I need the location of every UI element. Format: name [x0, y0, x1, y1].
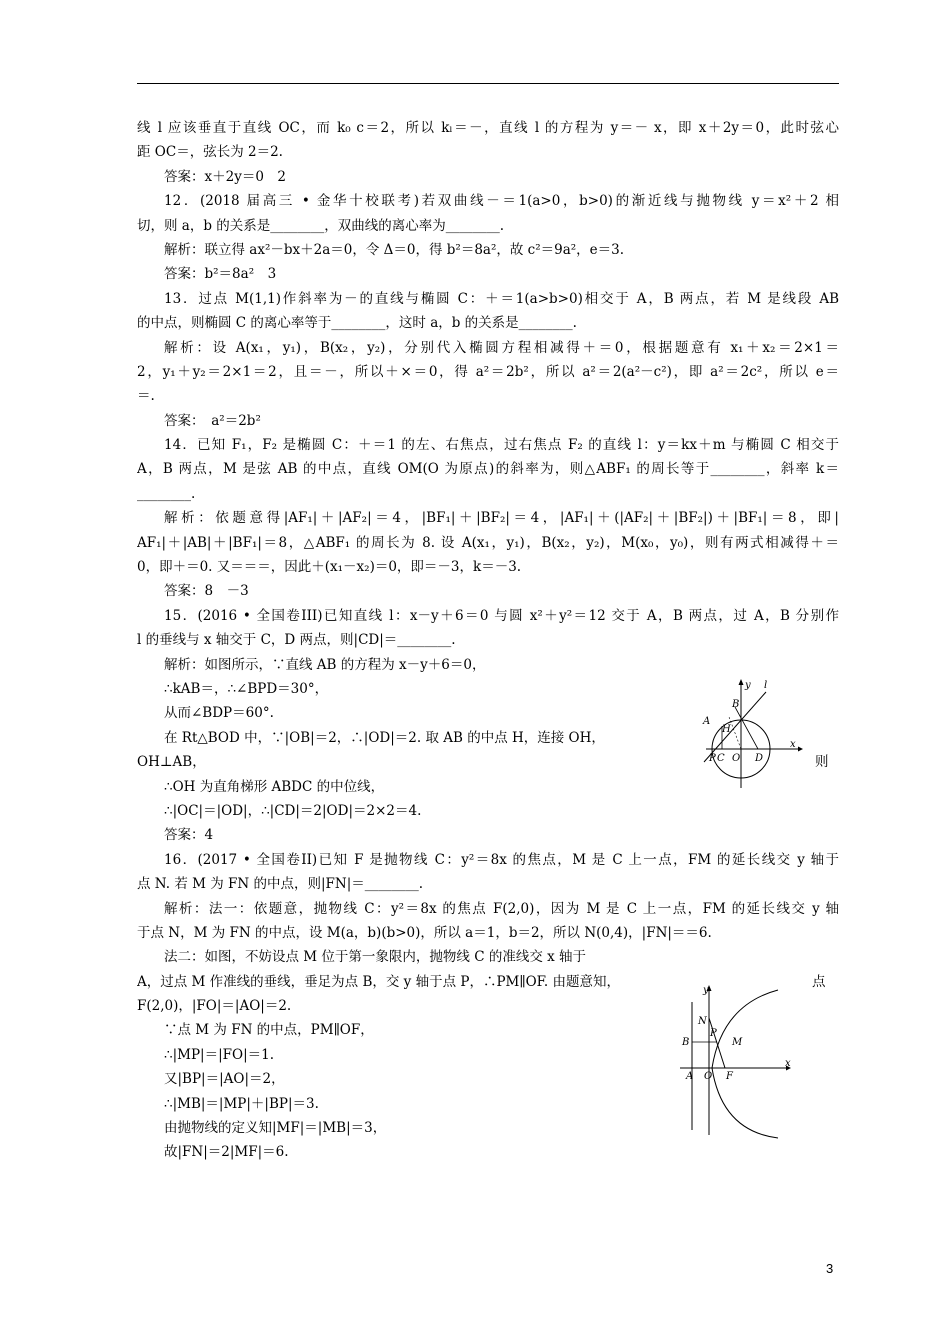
wrap-word-ze: 则 [815, 754, 829, 770]
problem-14: 14．已知 F₁，F₂ 是椭圆 C：＋＝1 的左、右焦点，过右焦点 F₂ 的直线 l：y＝kx＋m 与椭圆 C 相交于 [164, 437, 839, 454]
text-line: 从而∠BDP＝60°. [164, 705, 274, 722]
text-line: 距 OC＝，弦长为 2＝2. [137, 144, 283, 161]
solution-line: 解析：依题意得|AF₁|＋|AF₂|＝4，|BF₁|＋|BF₂|＝4，|AF₁|＋(|AF₂|＋|BF₂|)＋|BF₁|＝8，即| [164, 510, 839, 527]
problem-15: 15．(2016 • 全国卷III)已知直线 l：x－y＋6＝0 与圆 x²＋y²＝12 交于 A，B 两点，过 A，B 分别作 [164, 607, 839, 624]
text-line: 又|BP|＝|AO|＝2， [164, 1071, 285, 1088]
fig1-label: O [732, 753, 741, 764]
fig1-label: A [703, 716, 711, 727]
text-line: ∴|OC|＝|OD|，∴|CD|＝2|OD|＝2×2＝4. [164, 802, 422, 819]
problem-16: 16．(2017 • 全国卷II)已知 F 是抛物线 C：y²＝8x 的焦点，M 是 C 上一点，FM 的延长线交 y 轴于 [164, 851, 839, 868]
text-line: 故|FN|＝2|MF|＝6. [164, 1144, 289, 1161]
text-line: 于点 N，M 为 FN 的中点，设 M(a，b)(b>0)，所以 a＝1，b＝2，所以 N(0,4)，|FN|＝＝6. [137, 924, 712, 941]
fig2-label: y [703, 985, 709, 996]
text-line: 点 N. 若 M 为 FN 的中点，则|FN|＝________. [137, 876, 424, 893]
text-line: 由抛物线的定义知|MF|＝|MB|＝3， [164, 1120, 387, 1137]
fig1-label: B [732, 699, 740, 710]
solution-line: 解析：法一：依题意，抛物线 C：y²＝8x 的焦点 F(2,0)，因为 M 是 C 上一点，FM 的延长线交 y 轴 [164, 900, 839, 917]
text-line: OH⊥AB， [137, 754, 206, 771]
fig2-label: A [686, 1071, 694, 1082]
text-line: ＝. [137, 388, 155, 405]
solution-line: 解析：联立得 ax²－bx＋2a＝0，令 Δ＝0，得 b²＝8a²，故 c²＝9a²，e＝3. [164, 241, 625, 258]
answer-line: 答案：x＋2y＝0 2 [164, 168, 287, 185]
circle-line-figure [700, 674, 810, 792]
answer-line: 答案：4 [164, 827, 214, 844]
fig1-label: P [709, 753, 716, 764]
fig1-label: H [722, 724, 731, 735]
text-line: F(2,0)，|FO|＝|AO|＝2. [137, 998, 292, 1015]
text-line: AF₁|＋|AB|＋|BF₁|＝8，△ABF₁ 的周长为 8. 设 A(x₁，y₁)，B(x₂，y₂)，M(x₀，y₀)，则有两式相减得＋＝ [137, 534, 839, 551]
fig2-label: N [698, 1016, 707, 1027]
fig1-label: x [790, 739, 796, 750]
problem-13: 13．过点 M(1,1)作斜率为－的直线与椭圆 C：＋＝1(a>b>0)相交于 A，B 两点，若 M 是线段 AB [164, 290, 839, 307]
header-rule [137, 83, 839, 84]
text-line: l 的垂线与 x 轴交于 C，D 两点，则|CD|＝________. [137, 632, 456, 649]
fig2-label: M [732, 1037, 743, 1048]
fig2-label: F [726, 1071, 733, 1082]
solution-line: 解析：如图所示，∵直线 AB 的方程为 x－y＋6＝0， [164, 656, 486, 673]
fig1-label: l [764, 680, 768, 691]
text-line: ________. [137, 485, 196, 502]
text-line: 0，即＋＝0. 又＝＝＝，因此＋(x₁－x₂)＝0，即＝－3，k＝－3. [137, 559, 522, 576]
text-line: 切，则 a，b 的关系是________，双曲线的离心率为________. [137, 217, 505, 234]
text-line: 的中点，则椭圆 C 的离心率等于________，这时 a，b 的关系是________. [137, 315, 577, 332]
text-line: 法二：如图，不妨设点 M 位于第一象限内，抛物线 C 的准线交 x 轴于 [164, 949, 587, 966]
text-line: A，过点 M 作准线的垂线，垂足为点 B，交 y 轴于点 P，∴PM∥OF. 由题意知， [137, 973, 621, 990]
fig2-label: B [682, 1037, 690, 1048]
fig1-label: D [755, 753, 764, 764]
fig2-label: P [710, 1028, 717, 1039]
text-line: ∴|MB|＝|MP|＋|BP|＝3. [164, 1095, 319, 1112]
answer-line: 答案：b²＝8a² 3 [164, 266, 277, 283]
answer-line: 答案： a²＝2b² [164, 412, 261, 429]
text-line: 在 Rt△BOD 中，∵|OB|＝2，∴|OD|＝2. 取 AB 的中点 H，连接 OH， [164, 729, 605, 746]
wrap-word-dian: 点 [812, 974, 826, 990]
text-line: ∵点 M 为 FN 的中点，PM∥OF， [164, 1022, 374, 1039]
text-line: ∴kAB＝，∴∠BPD＝30°， [164, 680, 329, 697]
answer-line: 答案：8 －3 [164, 583, 249, 600]
parabola-figure [672, 980, 802, 1140]
text-line: 线 l 应该垂直于直线 OC，而 k₀ c＝2，所以 kₗ＝－，直线 l 的方程为 y＝－ x，即 x＋2y＝0，此时弦心 [137, 120, 839, 136]
fig2-label: O [704, 1071, 713, 1082]
fig1-label: C [717, 753, 725, 764]
text-line: A，B 两点，M 是弦 AB 的中点，直线 OM(O 为原点)的斜率为，则△ABF₁ 的周长等于________，斜率 k＝ [137, 461, 839, 478]
page-number: 3 [826, 1261, 834, 1276]
problem-12: 12．(2018 届高三 • 金华十校联考)若双曲线－＝1(a>0，b>0)的渐近线与抛物线 y＝x²＋2 相 [164, 193, 839, 210]
text-line: ∴OH 为直角梯形 ABDC 的中位线， [164, 778, 385, 795]
text-line: 2，y₁＋y₂＝2×1＝2，且＝－，所以＋×＝0，得 a²＝2b²，所以 a²＝2(a²－c²)，即 a²＝2c²，所以 e＝ [137, 363, 839, 380]
fig1-label: y [745, 680, 751, 691]
solution-line: 解析：设 A(x₁，y₁)，B(x₂，y₂)，分别代入椭圆方程相减得＋＝0，根据题意有 x₁＋x₂＝2×1＝ [164, 339, 839, 356]
text-line: ∴|MP|＝|FO|＝1. [164, 1046, 275, 1063]
fig2-label: x [785, 1058, 791, 1069]
